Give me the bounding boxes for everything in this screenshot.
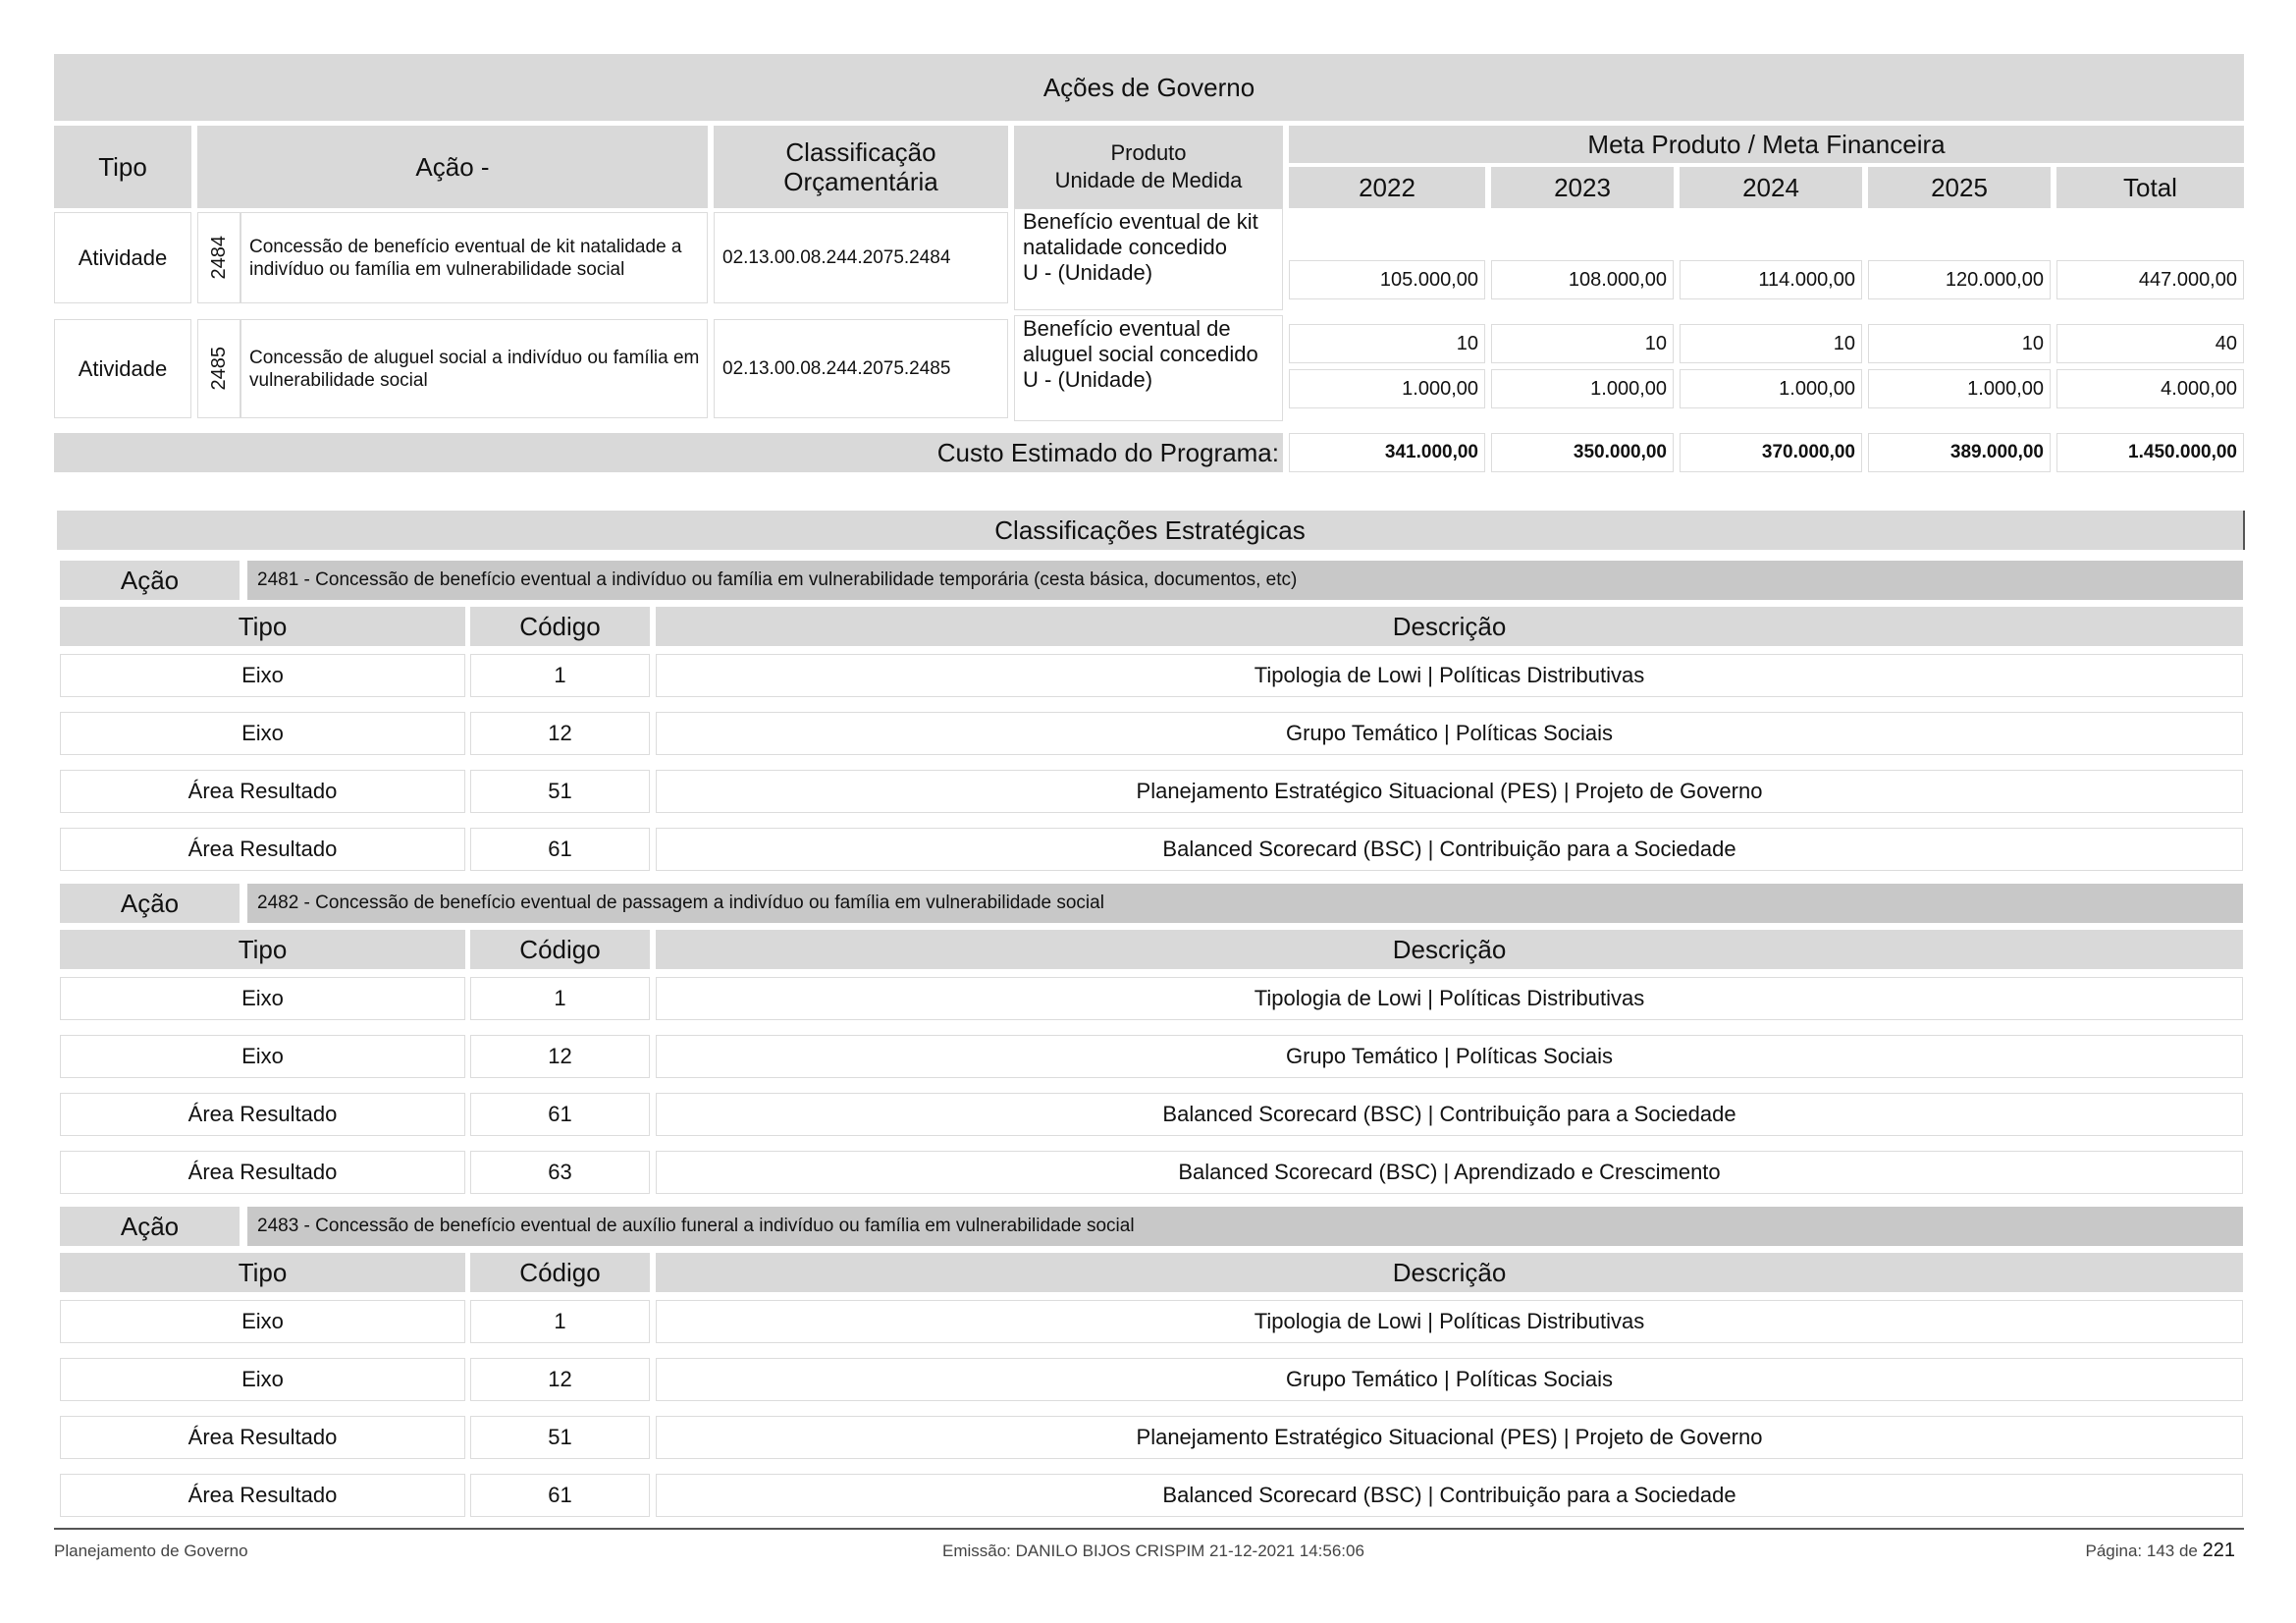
row1-meta-financeira-2: 114.000,00: [1680, 260, 1862, 299]
year-header-4: Total: [2056, 167, 2244, 208]
row1-meta-financeira-3: 120.000,00: [1868, 260, 2051, 299]
row2-descricao: Concessão de aluguel social a indivíduo ou família em vulnerabilidade social: [240, 319, 708, 418]
custo-value-1: 350.000,00: [1491, 433, 1674, 472]
footer-left: Planejamento de Governo: [54, 1542, 248, 1560]
header-acao: Ação -: [197, 126, 708, 208]
acao-label-0: Ação: [60, 561, 240, 600]
class-row-tipo-0-2: Área Resultado: [60, 770, 465, 813]
row2-meta-financeira-1: 1.000,00: [1491, 369, 1674, 408]
class-row-tipo-0-3: Área Resultado: [60, 828, 465, 871]
acao-title-2: 2483 - Concessão de benefício eventual de auxílio funeral a indivíduo ou família em vulnerabilidade social: [247, 1207, 2243, 1246]
row2-meta-produto-2: 10: [1680, 324, 1862, 363]
header-tipo: Tipo: [54, 126, 191, 208]
col-tipo-2: Tipo: [60, 1253, 465, 1292]
class-row-tipo-0-1: Eixo: [60, 712, 465, 755]
row2-meta-produto-3: 10: [1868, 324, 2051, 363]
col-descricao-2: Descrição: [656, 1253, 2243, 1292]
custo-value-4: 1.450.000,00: [2056, 433, 2244, 472]
acoes-governo-title: Ações de Governo: [54, 54, 2244, 121]
class-row-tipo-1-2: Área Resultado: [60, 1093, 465, 1136]
page-total: 221: [2202, 1540, 2235, 1561]
class-row-tipo-2-1: Eixo: [60, 1358, 465, 1401]
row2-meta-financeira-0: 1.000,00: [1289, 369, 1485, 408]
row2-classificacao: 02.13.00.08.244.2075.2485: [714, 319, 1008, 418]
row2-meta-financeira-4: 4.000,00: [2056, 369, 2244, 408]
class-row-codigo-2-2: 51: [470, 1416, 650, 1459]
header-classificacao: Classificação Orçamentária: [714, 126, 1008, 208]
row2-meta-financeira-3: 1.000,00: [1868, 369, 2051, 408]
class-row-codigo-1-2: 61: [470, 1093, 650, 1136]
year-header-0: 2022: [1289, 167, 1485, 208]
col-codigo-2: Código: [470, 1253, 650, 1292]
class-row-tipo-1-3: Área Resultado: [60, 1151, 465, 1194]
footer-divider: [54, 1528, 2244, 1530]
class-row-codigo-0-0: 1: [470, 654, 650, 697]
row1-meta-financeira-4: 447.000,00: [2056, 260, 2244, 299]
class-row-codigo-2-1: 12: [470, 1358, 650, 1401]
footer-center: Emissão: DANILO BIJOS CRISPIM 21-12-2021 14:56:06: [942, 1542, 1364, 1560]
footer-page: [2086, 1540, 2236, 1562]
row2-meta-produto-0: 10: [1289, 324, 1485, 363]
class-row-tipo-2-2: Área Resultado: [60, 1416, 465, 1459]
custo-value-0: 341.000,00: [1289, 433, 1485, 472]
header-meta: Meta Produto / Meta Financeira: [1289, 126, 2244, 163]
class-row-codigo-1-1: 12: [470, 1035, 650, 1078]
col-tipo-0: Tipo: [60, 607, 465, 646]
class-row-descricao-0-0: Tipologia de Lowi | Políticas Distributivas: [656, 654, 2243, 697]
class-row-codigo-0-1: 12: [470, 712, 650, 755]
acao-label-1: Ação: [60, 884, 240, 923]
row1-classificacao: 02.13.00.08.244.2075.2484: [714, 212, 1008, 303]
class-row-descricao-1-1: Grupo Temático | Políticas Sociais: [656, 1035, 2243, 1078]
classificacoes-title: Classificações Estratégicas: [57, 511, 2245, 550]
col-descricao-1: Descrição: [656, 930, 2243, 969]
class-row-tipo-1-1: Eixo: [60, 1035, 465, 1078]
class-row-descricao-0-2: Planejamento Estratégico Situacional (PES) | Projeto de Governo: [656, 770, 2243, 813]
class-row-descricao-1-0: Tipologia de Lowi | Políticas Distributivas: [656, 977, 2243, 1020]
class-row-descricao-2-0: Tipologia de Lowi | Políticas Distributivas: [656, 1300, 2243, 1343]
acao-title-1: 2482 - Concessão de benefício eventual de passagem a indivíduo ou família em vulnerabilidade social: [247, 884, 2243, 923]
row1-tipo: Atividade: [54, 212, 191, 303]
class-row-codigo-0-3: 61: [470, 828, 650, 871]
row2-codigo: 2485: [197, 319, 240, 418]
col-codigo-0: Código: [470, 607, 650, 646]
custo-value-2: 370.000,00: [1680, 433, 1862, 472]
class-row-codigo-1-0: 1: [470, 977, 650, 1020]
class-row-codigo-0-2: 51: [470, 770, 650, 813]
row2-meta-produto-4: 40: [2056, 324, 2244, 363]
custo-label: Custo Estimado do Programa:: [54, 433, 1283, 472]
row1-meta-financeira-1: 108.000,00: [1491, 260, 1674, 299]
class-row-tipo-0-0: Eixo: [60, 654, 465, 697]
class-row-descricao-2-3: Balanced Scorecard (BSC) | Contribuição para a Sociedade: [656, 1474, 2243, 1517]
acao-label-2: Ação: [60, 1207, 240, 1246]
row2-meta-financeira-2: 1.000,00: [1680, 369, 1862, 408]
class-row-tipo-1-0: Eixo: [60, 977, 465, 1020]
header-produto: Produto Unidade de Medida: [1014, 126, 1283, 208]
row2-tipo: Atividade: [54, 319, 191, 418]
col-descricao-0: Descrição: [656, 607, 2243, 646]
row1-produto: Benefício eventual de kit natalidade concedido U - (Unidade): [1014, 208, 1283, 310]
year-header-1: 2023: [1491, 167, 1674, 208]
class-row-tipo-2-3: Área Resultado: [60, 1474, 465, 1517]
custo-value-3: 389.000,00: [1868, 433, 2051, 472]
class-row-descricao-2-2: Planejamento Estratégico Situacional (PES) | Projeto de Governo: [656, 1416, 2243, 1459]
class-row-descricao-1-3: Balanced Scorecard (BSC) | Aprendizado e Crescimento: [656, 1151, 2243, 1194]
row1-descricao: Concessão de benefício eventual de kit natalidade a indivíduo ou família em vulnerabilidade social: [240, 212, 708, 303]
class-row-codigo-2-3: 61: [470, 1474, 650, 1517]
row1-codigo: 2484: [197, 212, 240, 303]
col-codigo-1: Código: [470, 930, 650, 969]
class-row-tipo-2-0: Eixo: [60, 1300, 465, 1343]
class-row-descricao-0-1: Grupo Temático | Políticas Sociais: [656, 712, 2243, 755]
year-header-3: 2025: [1868, 167, 2051, 208]
class-row-descricao-2-1: Grupo Temático | Políticas Sociais: [656, 1358, 2243, 1401]
acao-title-0: 2481 - Concessão de benefício eventual a indivíduo ou família em vulnerabilidade temporária (cesta básica, documentos, etc): [247, 561, 2243, 600]
year-header-2: 2024: [1680, 167, 1862, 208]
class-row-codigo-2-0: 1: [470, 1300, 650, 1343]
row1-meta-financeira-0: 105.000,00: [1289, 260, 1485, 299]
col-tipo-1: Tipo: [60, 930, 465, 969]
class-row-codigo-1-3: 63: [470, 1151, 650, 1194]
page-label: Página: 143 de: [2085, 1542, 2198, 1560]
row2-produto: Benefício eventual de aluguel social concedido U - (Unidade): [1014, 315, 1283, 421]
row2-meta-produto-1: 10: [1491, 324, 1674, 363]
class-row-descricao-1-2: Balanced Scorecard (BSC) | Contribuição para a Sociedade: [656, 1093, 2243, 1136]
class-row-descricao-0-3: Balanced Scorecard (BSC) | Contribuição para a Sociedade: [656, 828, 2243, 871]
